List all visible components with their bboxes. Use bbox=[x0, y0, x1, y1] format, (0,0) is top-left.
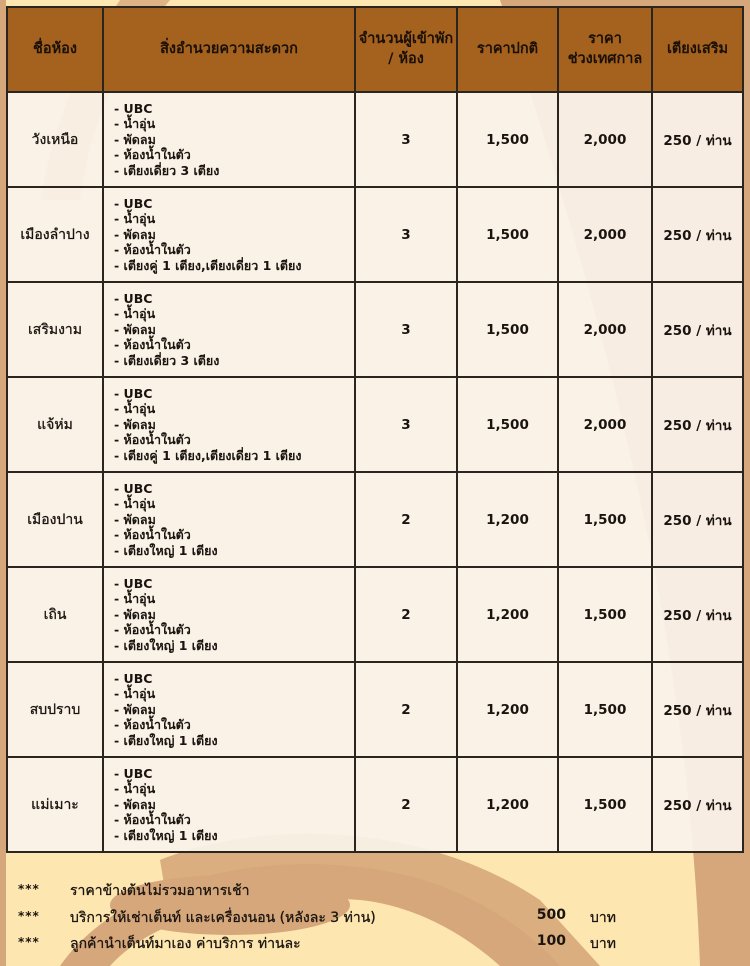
room-extra-bed: 250 / ท่าน bbox=[652, 282, 743, 377]
amenity-item: - พัดลม bbox=[114, 607, 354, 623]
room-name: แจ้ห่ม bbox=[7, 377, 103, 472]
footnote-item bbox=[0, 905, 750, 932]
header-peak-price-line1: ราคา bbox=[588, 30, 622, 47]
amenity-item: - น้ำอุ่น bbox=[114, 211, 354, 227]
room-peak-price: 2,000 bbox=[558, 187, 652, 282]
amenity-item: - UBC bbox=[114, 291, 354, 307]
room-amenities bbox=[103, 757, 355, 852]
room-guests: 3 bbox=[355, 377, 457, 472]
room-amenities bbox=[103, 662, 355, 757]
room-regular-price: 1,200 bbox=[457, 567, 558, 662]
room-extra-bed: 250 / ท่าน bbox=[652, 472, 743, 567]
room-peak-price: 1,500 bbox=[558, 662, 652, 757]
amenity-item: - ห้องน้ำในตัว bbox=[114, 242, 354, 258]
room-extra-bed: 250 / ท่าน bbox=[652, 757, 743, 852]
footnote-unit: บาท bbox=[590, 909, 616, 926]
header-regular-price: ราคาปกติ bbox=[457, 7, 558, 92]
room-extra-bed: 250 / ท่าน bbox=[652, 92, 743, 187]
header-guests-line2: / ห้อง bbox=[388, 50, 424, 67]
header-guests bbox=[355, 7, 457, 92]
room-extra-bed: 250 / ท่าน bbox=[652, 567, 743, 662]
room-peak-price: 2,000 bbox=[558, 92, 652, 187]
room-extra-bed: 250 / ท่าน bbox=[652, 187, 743, 282]
room-regular-price: 1,500 bbox=[457, 187, 558, 282]
footnote-marker: *** bbox=[18, 908, 40, 923]
room-guests: 2 bbox=[355, 757, 457, 852]
footnote-marker: *** bbox=[18, 882, 40, 896]
amenity-item: - เตียงคู่ 1 เตียง,เตียงเดี่ยว 1 เตียง bbox=[114, 258, 354, 274]
header-room-name: ชื่อห้อง bbox=[7, 7, 103, 92]
room-peak-price: 2,000 bbox=[558, 377, 652, 472]
header-peak-price-line2: ช่วงเทศกาล bbox=[567, 50, 643, 67]
room-extra-bed: 250 / ท่าน bbox=[652, 662, 743, 757]
amenity-item: - ห้องน้ำในตัว bbox=[114, 812, 354, 828]
room-guests: 2 bbox=[355, 567, 457, 662]
amenity-item: - UBC bbox=[114, 386, 354, 402]
room-name: แม่เมาะ bbox=[7, 757, 103, 852]
header-peak-price bbox=[558, 7, 652, 92]
room-name: เถิน bbox=[7, 567, 103, 662]
footnote-amount: 100 bbox=[536, 933, 566, 949]
amenity-item: - เตียงคู่ 1 เตียง,เตียงเดี่ยว 1 เตียง bbox=[114, 448, 354, 464]
amenity-item: - UBC bbox=[114, 196, 354, 212]
amenity-item: - UBC bbox=[114, 671, 354, 687]
footnote-text: ลูกค้านำเต็นท์มาเอง ค่าบริการ ท่านละ bbox=[70, 936, 301, 952]
table-row bbox=[7, 377, 743, 472]
amenity-item: - น้ำอุ่น bbox=[114, 686, 354, 702]
amenity-item: - ห้องน้ำในตัว bbox=[114, 717, 354, 733]
table-row bbox=[7, 92, 743, 187]
footnote-marker: *** bbox=[18, 935, 40, 949]
amenity-item: - ห้องน้ำในตัว bbox=[114, 337, 354, 353]
room-amenities bbox=[103, 472, 355, 567]
footnote-amount: 500 bbox=[536, 906, 566, 923]
amenity-item: - เตียงใหญ่ 1 เตียง bbox=[114, 733, 354, 749]
room-regular-price: 1,500 bbox=[457, 377, 558, 472]
table-header-row bbox=[7, 7, 743, 92]
table-row bbox=[7, 472, 743, 567]
amenity-item: - พัดลม bbox=[114, 322, 354, 338]
room-amenities bbox=[103, 282, 355, 377]
room-rates-table-container bbox=[6, 6, 742, 853]
header-guests-line1: จำนวนผู้เข้าพัก bbox=[358, 30, 454, 47]
room-amenities bbox=[103, 567, 355, 662]
amenity-item: - น้ำอุ่น bbox=[114, 781, 354, 797]
room-rates-table bbox=[6, 6, 744, 853]
amenity-item: - UBC bbox=[114, 766, 354, 782]
amenity-item: - น้ำอุ่น bbox=[114, 401, 354, 417]
footnotes bbox=[0, 878, 750, 958]
amenity-item: - เตียงใหญ่ 1 เตียง bbox=[114, 638, 354, 654]
footnote-item bbox=[0, 878, 750, 905]
table-row bbox=[7, 567, 743, 662]
amenity-item: - พัดลม bbox=[114, 417, 354, 433]
room-guests: 3 bbox=[355, 92, 457, 187]
room-peak-price: 2,000 bbox=[558, 282, 652, 377]
room-peak-price: 1,500 bbox=[558, 567, 652, 662]
room-peak-price: 1,500 bbox=[558, 757, 652, 852]
room-name: สบปราบ bbox=[7, 662, 103, 757]
amenity-item: - ห้องน้ำในตัว bbox=[114, 622, 354, 638]
room-amenities bbox=[103, 187, 355, 282]
amenity-item: - พัดลม bbox=[114, 132, 354, 148]
room-name: เมืองปาน bbox=[7, 472, 103, 567]
amenity-item: - พัดลม bbox=[114, 227, 354, 243]
footnote-text: ราคาข้างต้นไม่รวมอาหารเช้า bbox=[70, 883, 250, 899]
header-amenities: สิ่งอำนวยความสะดวก bbox=[103, 7, 355, 92]
room-regular-price: 1,500 bbox=[457, 282, 558, 377]
room-peak-price: 1,500 bbox=[558, 472, 652, 567]
footnote-text: บริการให้เช่าเต็นท์ และเครื่องนอน (หลังละ 3 ท่าน) bbox=[70, 909, 376, 926]
room-extra-bed: 250 / ท่าน bbox=[652, 377, 743, 472]
footnote-item bbox=[0, 931, 750, 958]
amenity-item: - ห้องน้ำในตัว bbox=[114, 432, 354, 448]
amenity-item: - ห้องน้ำในตัว bbox=[114, 527, 354, 543]
amenity-item: - UBC bbox=[114, 101, 354, 117]
amenity-item: - เตียงใหญ่ 1 เตียง bbox=[114, 828, 354, 844]
room-regular-price: 1,500 bbox=[457, 92, 558, 187]
table-row bbox=[7, 757, 743, 852]
amenity-item: - พัดลม bbox=[114, 702, 354, 718]
amenity-item: - น้ำอุ่น bbox=[114, 591, 354, 607]
amenity-item: - น้ำอุ่น bbox=[114, 496, 354, 512]
amenity-item: - เตียงเดี่ยว 3 เตียง bbox=[114, 353, 354, 369]
room-amenities bbox=[103, 377, 355, 472]
room-guests: 2 bbox=[355, 472, 457, 567]
room-guests: 2 bbox=[355, 662, 457, 757]
amenity-item: - พัดลม bbox=[114, 797, 354, 813]
room-name: เสริมงาม bbox=[7, 282, 103, 377]
room-regular-price: 1,200 bbox=[457, 472, 558, 567]
amenity-item: - เตียงเดี่ยว 3 เตียง bbox=[114, 163, 354, 179]
amenity-item: - เตียงใหญ่ 1 เตียง bbox=[114, 543, 354, 559]
table-row bbox=[7, 282, 743, 377]
room-regular-price: 1,200 bbox=[457, 757, 558, 852]
room-guests: 3 bbox=[355, 282, 457, 377]
room-name: เมืองลำปาง bbox=[7, 187, 103, 282]
header-extra-bed: เตียงเสริม bbox=[652, 7, 743, 92]
room-regular-price: 1,200 bbox=[457, 662, 558, 757]
room-guests: 3 bbox=[355, 187, 457, 282]
amenity-item: - น้ำอุ่น bbox=[114, 116, 354, 132]
room-name: วังเหนือ bbox=[7, 92, 103, 187]
footnote-unit: บาท bbox=[590, 936, 616, 952]
amenity-item: - UBC bbox=[114, 576, 354, 592]
amenity-item: - พัดลม bbox=[114, 512, 354, 528]
amenity-item: - ห้องน้ำในตัว bbox=[114, 147, 354, 163]
room-amenities bbox=[103, 92, 355, 187]
amenity-item: - UBC bbox=[114, 481, 354, 497]
table-row bbox=[7, 187, 743, 282]
amenity-item: - น้ำอุ่น bbox=[114, 306, 354, 322]
table-row bbox=[7, 662, 743, 757]
